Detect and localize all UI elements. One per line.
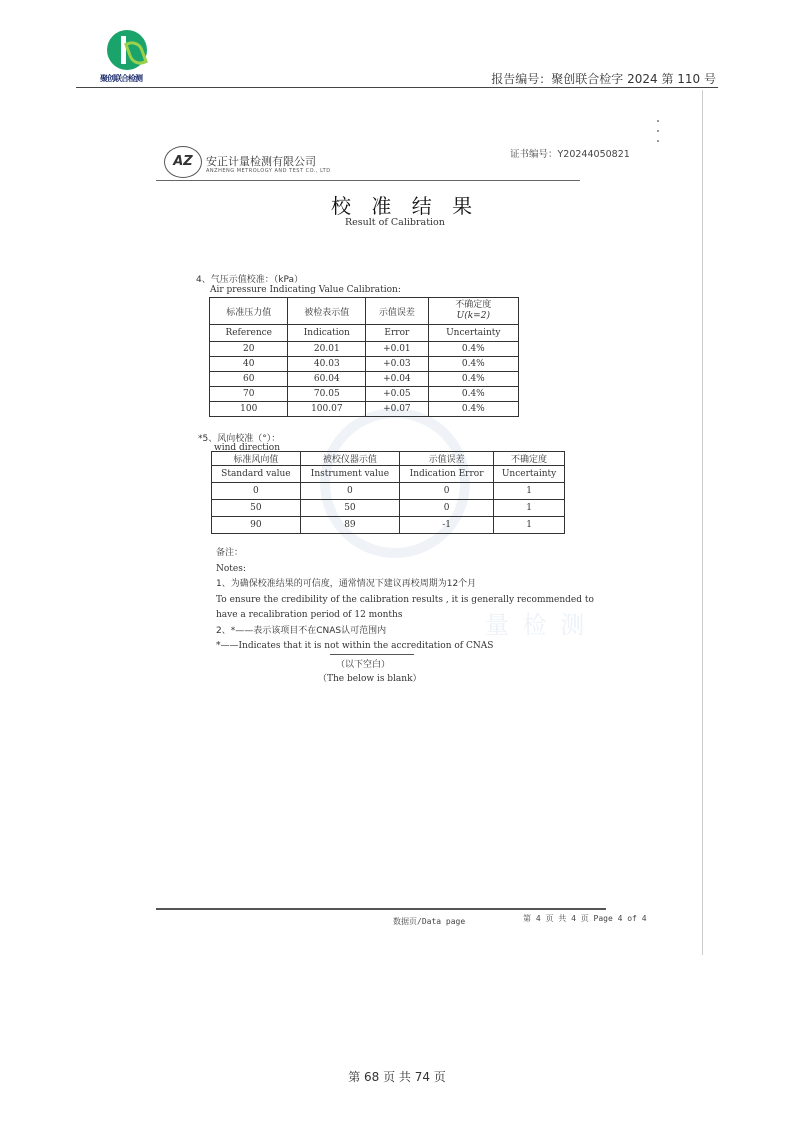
certificate-company-cn: 安正计量检测有限公司 <box>206 155 316 168</box>
header-cell: 示值误差 <box>366 298 428 325</box>
header-cell: Uncertainty <box>494 466 565 483</box>
header-cell: Indication Error <box>400 466 494 483</box>
note2-cn: 2、*——表示该项目不在CNAS认可范围内 <box>216 625 387 636</box>
header-cell: Instrument value <box>300 466 399 483</box>
table-cell: +0.07 <box>366 402 428 417</box>
header-cell: Indication <box>288 325 366 342</box>
certificate-footer-divider <box>156 908 606 910</box>
uncertainty-formula: U(k=2) <box>456 311 490 321</box>
section4-title: 4、气压示值校准：（kPa） <box>196 275 303 285</box>
table-cell: 100.07 <box>288 402 366 417</box>
header-cell: Standard value <box>212 466 301 483</box>
table-cell: 0.4% <box>428 387 518 402</box>
table-cell: 1 <box>494 483 565 500</box>
table-header-row <box>212 452 565 466</box>
header-cell: Reference <box>210 325 288 342</box>
table-cell: 0.4% <box>428 342 518 357</box>
table-row <box>210 402 519 417</box>
table-row <box>210 372 519 387</box>
table-cell: 70 <box>210 387 288 402</box>
watermark-text: 量 检 测 <box>485 611 588 639</box>
table-cell: 40 <box>210 357 288 372</box>
table-cell: 50 <box>300 500 399 517</box>
table-cell: 20 <box>210 342 288 357</box>
table-row <box>210 387 519 402</box>
certificate-title-en: Result of Calibration <box>345 217 445 228</box>
notes-label-en: Notes: <box>216 563 246 574</box>
company-logo <box>100 30 154 86</box>
header-cell <box>428 298 518 325</box>
header-cell: 标准压力值 <box>210 298 288 325</box>
table-cell: 70.05 <box>288 387 366 402</box>
table-header-row <box>212 466 565 483</box>
table-cell: 0.4% <box>428 372 518 387</box>
notes-block <box>216 546 594 655</box>
table-cell: +0.03 <box>366 357 428 372</box>
table-header-row <box>210 298 519 325</box>
header-divider <box>76 87 718 88</box>
table-cell: 0 <box>300 483 399 500</box>
table-cell: 50 <box>212 500 301 517</box>
table-header-row <box>210 325 519 342</box>
az-logo-icon: AZ <box>164 146 202 178</box>
table-cell: 0 <box>400 483 494 500</box>
header-cell: 标准风向值 <box>212 452 301 466</box>
table-cell: 0.4% <box>428 357 518 372</box>
table-row <box>210 357 519 372</box>
data-page-label: 数据页/Data page <box>393 917 466 926</box>
table-cell: 60.04 <box>288 372 366 387</box>
table-cell: 1 <box>494 517 565 534</box>
table-cell: 40.03 <box>288 357 366 372</box>
header-cell: 不确定度 <box>494 452 565 466</box>
certificate-header-divider <box>156 180 580 181</box>
header-cell: Error <box>366 325 428 342</box>
scanned-certificate <box>150 118 670 933</box>
table-cell: +0.01 <box>366 342 428 357</box>
page-number: 第 68 页 共 74 页 <box>348 1070 446 1084</box>
section5-subtitle: wind direction <box>214 443 281 453</box>
table-row <box>212 500 565 517</box>
table-cell: +0.04 <box>366 372 428 387</box>
table-cell: 0 <box>400 500 494 517</box>
table-row <box>212 483 565 500</box>
scan-edge-marks <box>657 120 661 160</box>
table-row <box>212 517 565 534</box>
table-cell: -1 <box>400 517 494 534</box>
table-cell: 100 <box>210 402 288 417</box>
table-cell: 89 <box>300 517 399 534</box>
note1-cn: 1、为确保校准结果的可信度，通常情况下建议再校周期为12个月 <box>216 579 477 589</box>
header-cell: 示值误差 <box>400 452 494 466</box>
table-cell: 0 <box>212 483 301 500</box>
report-number: 报告编号：聚创联合检字 2024 第 110 号 <box>491 72 716 86</box>
certificate-company-en: ANZHENG METROLOGY AND TEST CO., LTD <box>206 168 331 174</box>
uncertainty-header: 不确定度 <box>455 300 492 310</box>
note1-en-line1: To ensure the credibility of the calibration results , it is generally recommended to <box>216 594 594 605</box>
air-pressure-table <box>209 297 519 417</box>
table-cell: +0.05 <box>366 387 428 402</box>
certificate-title-cn: 校 准 结 果 <box>331 194 480 218</box>
table-cell: 60 <box>210 372 288 387</box>
table-cell: 90 <box>212 517 301 534</box>
table-cell: 20.01 <box>288 342 366 357</box>
header-cell: Uncertainty <box>428 325 518 342</box>
certificate-page-info: 第 4 页 共 4 页 Page 4 of 4 <box>523 914 647 923</box>
certificate-number: 证书编号：Y20244050821 <box>510 149 630 160</box>
logo-mark-icon <box>107 30 147 70</box>
note1-en-line2: have a recalibration period of 12 months <box>216 610 403 620</box>
table-row <box>210 342 519 357</box>
logo-text: 聚创联合检测 <box>100 74 142 83</box>
header-cell: 被检表示值 <box>288 298 366 325</box>
notes-label-cn: 备注： <box>216 548 244 558</box>
blank-notice-en: （The below is blank） <box>318 674 422 684</box>
header-cell: 被校仪器示值 <box>300 452 399 466</box>
right-margin-line <box>702 90 703 955</box>
section5-title: *5、风向校准（°）： <box>198 434 281 444</box>
blank-notice-cn: （以下空白） <box>336 660 391 670</box>
table-cell: 1 <box>494 500 565 517</box>
wind-direction-table <box>211 451 565 534</box>
blank-divider <box>330 654 414 655</box>
table-cell: 0.4% <box>428 402 518 417</box>
section4-subtitle: Air pressure Indicating Value Calibration: <box>210 285 401 295</box>
note2-en: *——Indicates that it is not within the accreditation of CNAS <box>216 641 494 651</box>
